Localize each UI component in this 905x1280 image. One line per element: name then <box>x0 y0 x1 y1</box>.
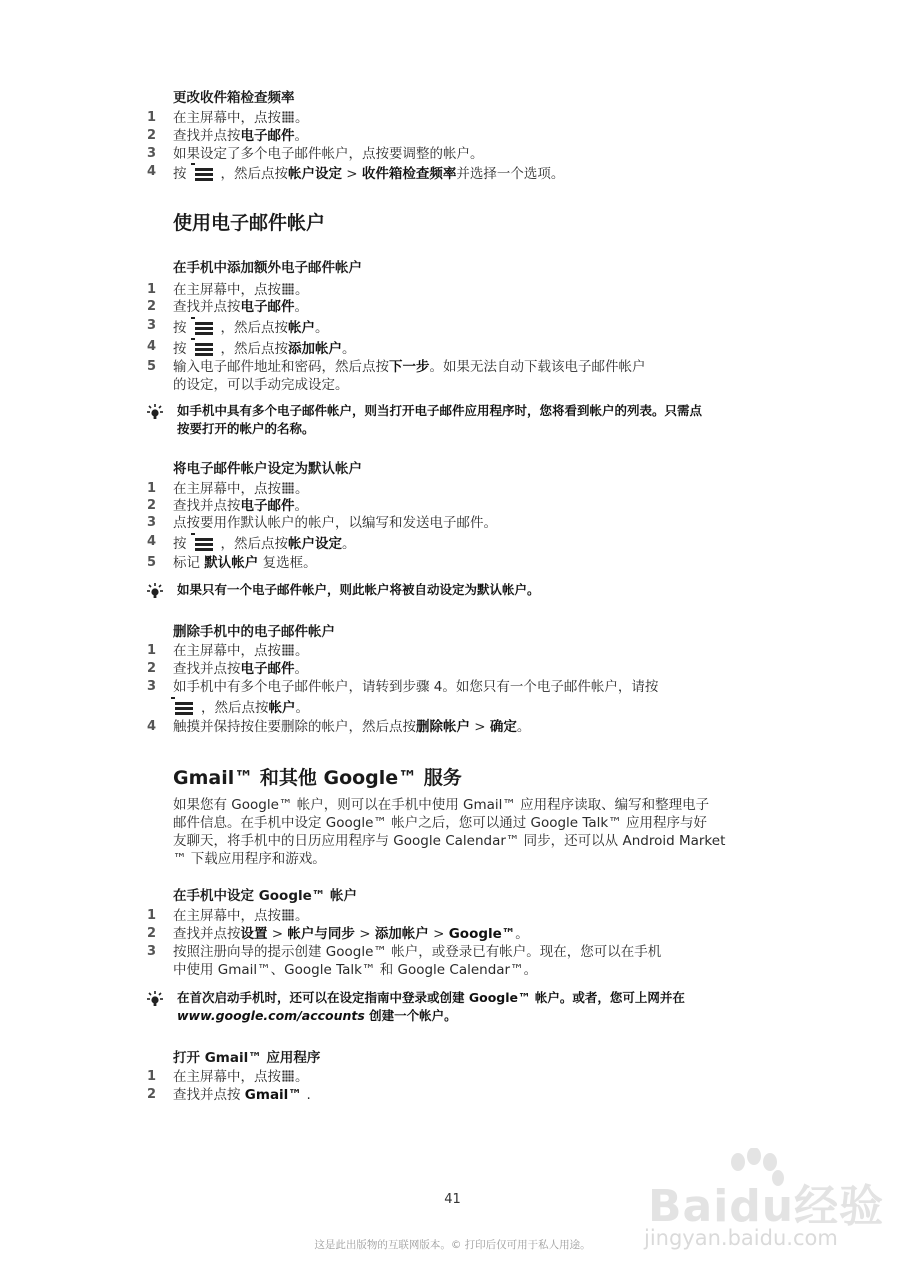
apps-grid-icon <box>282 283 294 295</box>
section-title: 在手机中添加额外电子邮件帐户 <box>173 260 362 276</box>
apps-grid-icon <box>282 111 294 123</box>
tip-bulb-icon <box>145 582 165 600</box>
apps-grid-icon <box>282 909 294 921</box>
accounts-link[interactable]: www.google.com/accounts <box>177 1008 365 1023</box>
watermark-url: jingyan.baidu.com <box>644 1226 838 1250</box>
section-title: 打开 Gmail™ 应用程序 <box>173 1050 321 1066</box>
menu-icon <box>191 317 217 337</box>
menu-icon <box>171 697 197 717</box>
section-heading: 使用电子邮件帐户 <box>173 212 326 234</box>
body-paragraph: 如果您有 Google™ 帐户，则可以在手机中使用 Gmail™ 应用程序读取、编写和整理电子 邮件信息。在手机中设定 Google™ 帐户之后，您可以通过 Google Talk™ 应用程序与好 友聊天，将手机中的日历应用程序与 Google Calendar™ 同步，还可以从 Android Market ™ 下载应用程序和游戏。 <box>173 797 726 867</box>
apps-grid-icon <box>282 644 294 656</box>
tip-text: 在首次启动手机时，还可以在设定指南中登录或创建 Google™ 帐户。或者，您可上网并在 <box>177 990 685 1005</box>
section-title: 删除手机中的电子邮件帐户 <box>173 624 335 640</box>
tip-text: 按要打开的帐户的名称。 <box>177 421 315 436</box>
page-footer: 这是此出版物的互联网版本。© 打印后仅可用于私人用途。 <box>314 1239 591 1251</box>
section-title: 更改收件箱检查频率 <box>173 90 295 106</box>
document-page: 更改收件箱检查频率 1 在主屏幕中，点按 。 2 查找并点按电子邮件。 3 如果设定了多个电子邮件帐户，点按要调整的帐户。 4 按 ，然后点按帐户设定 > 收件箱检查频率并选择一个选项。 使用电子邮件帐户 在手机中添加额外电子邮件帐户 1 在主屏幕中，点按 。 2 查找并点按电子邮件。 3 按 ，然后点按帐户。 4 按 ，然后点按添加帐户。 5 输入电子邮件地址和密码，然后点按下一步。如果无法自动下载该电子邮件帐户 的设定，可以手动完成设定。 如手机中具有多个电子邮件帐户，则当打开电子邮件应用程序时，您将看到帐户的列表。只需点 按要打开的帐户的名称。 将电子邮件帐户设定为默认帐户 1 在主屏幕中，点按 。 2 查找并点按电子邮件。 3 点按要用作默认帐户的帐户，以编写和发送电子邮件。 4 按 ，然后点按帐户设定。 5 标记 默认帐户 复选框。 如果只有一个电子邮件帐户，则此帐户将被自动设定为默认帐户。 删除手机中的电子邮件帐户 1 在主屏幕中，点按 。 2 查找并点按电子邮件。 3 如手机中有多个电子邮件帐户，请转到步骤 4。如您只有一个电子邮件帐户，请按 ，然后点按帐户。 4 触摸并保持按住要删除的帐户，然后点按删除帐户 > 确定。 Gmail™ 和其他 Google™ 服务 如果您有 Google™ 帐户，则可以在手机中使用 Gmail™ 应用程序读取、编写和整理电子 邮件信息。在手机中设定 Google™ 帐户之后，您可以通过 Google Talk™ 应用程序与好 友聊天，将手机中的日历应用程序与 Google Calendar™ 同步，还可以从 Android Market ™ 下载应用程序和游戏。 在手机中设定 Google™ 帐户 1 在主屏幕中，点按 。 2 查找并点按设置 > 帐户与同步 > 添加帐户 > Google™。 3 按照注册向导的提示创建 Google™ 帐户，或登录已有帐户。现在，您可以在手机 中使用 Gmail™、Google Talk™ 和 Google Calendar™。 在首次启动手机时，还可以在设定指南中登录或创建 Google™ 帐户。或者，您可上网并在 www.google.com/accounts 创建一个帐户。 打开 Gmail™ 应用程序 1 在主屏幕中，点按 。 2 查找并点按 Gmail™ . Baidu经验 jingyan.baidu.com 41 这是此出版物的互联网版本。© 打印后仅可用于私人用途。 <box>0 0 905 1280</box>
tip-text: 如手机中具有多个电子邮件帐户，则当打开电子邮件应用程序时，您将看到帐户的列表。只需点 <box>177 403 703 418</box>
apps-grid-icon <box>282 1070 294 1082</box>
page-number: 41 <box>444 1192 461 1207</box>
tip-text: 创建一个帐户。 <box>364 1008 457 1023</box>
tip-bulb-icon <box>145 403 165 421</box>
menu-icon <box>191 338 217 358</box>
section-title: 在手机中设定 Google™ 帐户 <box>173 888 357 904</box>
watermark-logo: Baidu经验 <box>648 1181 885 1232</box>
apps-grid-icon <box>282 482 294 494</box>
menu-icon <box>191 533 217 553</box>
tip-text: 如果只有一个电子邮件帐户，则此帐户将被自动设定为默认帐户。 <box>177 582 540 597</box>
section-heading: Gmail™ 和其他 Google™ 服务 <box>173 767 462 789</box>
menu-icon <box>191 163 217 183</box>
section-title: 将电子邮件帐户设定为默认帐户 <box>173 461 362 477</box>
tip-bulb-icon <box>145 990 165 1008</box>
